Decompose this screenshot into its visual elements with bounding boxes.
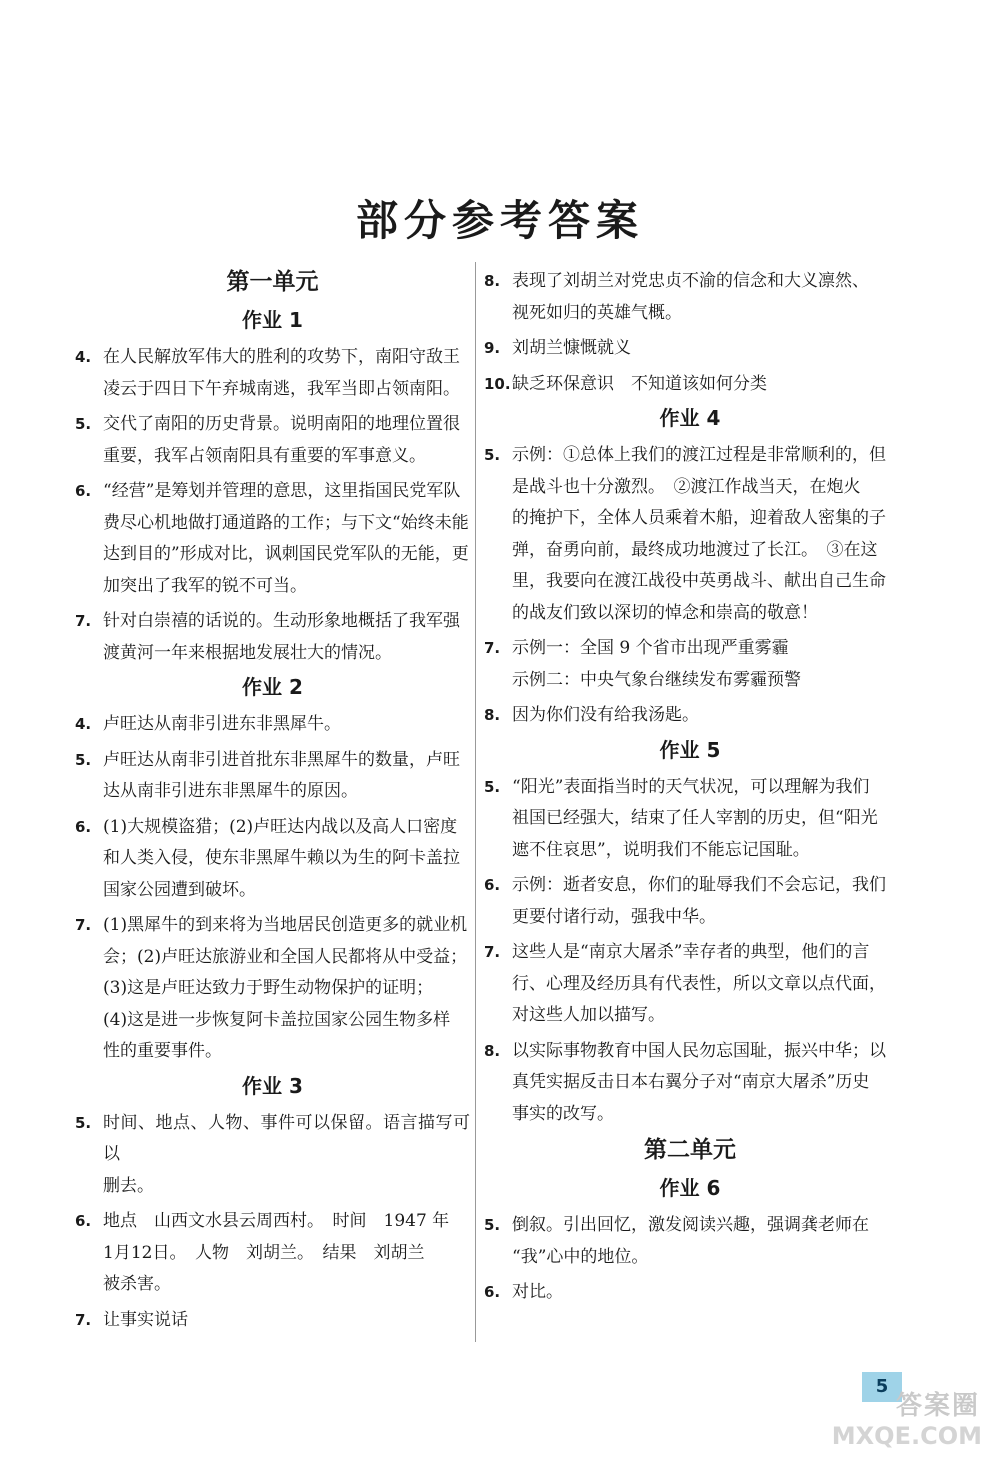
answer-number: 7.	[75, 612, 92, 630]
answer-line: 达从南非引进东非黑犀牛的原因。	[103, 781, 358, 801]
answer-line: 缺乏环保意识 不知道该如何分类	[512, 373, 767, 394]
answer-item	[484, 1036, 896, 1131]
column-divider	[475, 262, 476, 1342]
answer-number: 10.	[484, 374, 511, 393]
answer-line: 重要，我军占领南阳具有重要的军事意义。	[103, 445, 426, 466]
answer-item	[75, 812, 470, 907]
answer-line: 里，我要向在渡江战役中英勇战斗、献出自己生命	[512, 571, 886, 591]
answer-line: 凌云于四日下午弃城南逃，我军当即占领南阳。	[103, 378, 460, 399]
answer-item	[484, 1210, 896, 1273]
answer-line: 以实际事物教育中国人民勿忘国耻，振兴中华；以	[512, 1040, 886, 1061]
answer-line: 事实的改写。	[512, 1103, 614, 1124]
answer-line: 示例一：全国 9 个省市出现严重雾霾	[512, 638, 789, 658]
answer-line: 是战斗也十分激烈。 ②渡江作战当天，在炮火	[512, 476, 861, 497]
watermark-url: MXQE.COM	[831, 1422, 982, 1450]
answer-line: 行、心理及经历具有代表性，所以文章以点代面，	[512, 973, 886, 994]
answer-line: 删去。	[103, 1175, 154, 1196]
answer-line: 对比。	[512, 1282, 563, 1302]
answer-number: 5.	[75, 1113, 92, 1132]
answer-line: 示例：①总体上我们的渡江过程是非常顺利的，但	[512, 445, 886, 465]
answer-number: 8.	[484, 1041, 501, 1060]
answer-item	[75, 409, 470, 472]
answer-item	[484, 633, 896, 696]
answer-item	[484, 440, 896, 629]
homework-heading: 作业 3	[242, 1073, 303, 1098]
answer-number: 7.	[484, 639, 501, 657]
answer-item	[75, 709, 470, 741]
answer-line: 示例：逝者安息，你们的耻辱我们不会忘记，我们	[512, 875, 886, 895]
answer-line: 卢旺达从南非引进首批东非黑犀牛的数量，卢旺	[103, 749, 460, 770]
answer-line: 的战友们致以深切的悼念和崇高的敬意！	[512, 602, 818, 623]
homework-heading: 作业 1	[242, 308, 303, 332]
answer-item	[484, 369, 896, 401]
answer-line: 弹，奋勇向前，最终成功地渡过了长江。 ③在这	[512, 539, 878, 560]
answer-line: “阳光”表面指当时的天气状况，可以理解为我们	[512, 776, 870, 797]
unit-heading: 第二单元	[644, 1137, 736, 1163]
answer-item	[75, 476, 470, 602]
answer-line: 的掩护下，全体人员乘着木船，迎着敌人密集的子	[512, 508, 886, 528]
answer-item	[484, 266, 896, 329]
answer-line: 倒叙。引出回忆，激发阅读兴趣，强调龚老师在	[512, 1215, 869, 1235]
answer-item	[484, 700, 896, 732]
answer-line: 加突出了我军的锐不可当。	[103, 575, 307, 596]
answer-line: 让事实说话	[103, 1309, 188, 1330]
unit-heading: 第一单元	[226, 269, 319, 295]
answer-line: (3)这是卢旺达致力于野生动物保护的证明；	[103, 978, 434, 998]
answer-number: 5.	[484, 777, 501, 796]
answer-number: 8.	[484, 272, 501, 290]
answer-line: 因为你们没有给我汤匙。	[512, 705, 699, 725]
answer-line: 视死如归的英雄气概。	[512, 302, 682, 323]
answer-number: 6.	[75, 1212, 92, 1230]
answer-line: 渡黄河一年来根据地发展壮大的情况。	[103, 642, 392, 663]
answer-line: 达到目的”形成对比，讽刺国民党军队的无能，更	[103, 544, 469, 564]
answer-number: 5.	[75, 750, 92, 769]
answer-line: (1)大规模盗猎；(2)卢旺达内战以及高人口密度	[103, 816, 458, 837]
answer-item	[75, 1206, 470, 1301]
answer-line: 针对白崇禧的话说的。生动形象地概括了我军强	[103, 611, 460, 631]
answer-line: 被杀害。	[103, 1274, 171, 1294]
answer-item	[75, 1108, 470, 1203]
homework-heading: 作业 6	[659, 1176, 721, 1200]
answer-item	[484, 1277, 896, 1309]
left-column	[75, 262, 470, 1336]
answer-item	[75, 1305, 470, 1337]
answer-line: 更要付诸行动，强我中华。	[512, 906, 716, 927]
answer-item	[75, 606, 470, 669]
answer-number: 6.	[75, 817, 92, 836]
answer-line: 示例二：中央气象台继续发布雾霾预警	[512, 669, 801, 690]
answer-line: 地点 山西文水县云周西村。 时间 1947 年	[103, 1211, 450, 1231]
answer-number: 4.	[75, 715, 92, 733]
answer-number: 6.	[75, 482, 92, 500]
answer-item	[484, 772, 896, 867]
answer-line: 祖国已经强大，结束了任人宰割的历史，但“阳光	[512, 808, 878, 828]
answer-number: 9.	[484, 339, 501, 357]
page-title: 部分参考答案	[355, 196, 644, 245]
answer-line: (1)黑犀牛的到来将为当地居民创造更多的就业机	[103, 915, 468, 935]
answer-item	[75, 745, 470, 808]
answer-number: 7.	[75, 916, 92, 934]
answer-number: 5.	[484, 1216, 501, 1234]
answer-line: “我”心中的地位。	[512, 1246, 649, 1267]
answer-line: 这些人是“南京大屠杀”幸存者的典型，他们的言	[512, 942, 870, 962]
answer-number: 5.	[75, 415, 92, 433]
answer-item	[75, 910, 470, 1068]
answer-item	[484, 870, 896, 933]
answer-line: (4)这是进一步恢复阿卡盖拉国家公园生物多样	[103, 1009, 451, 1030]
answer-line: 卢旺达从南非引进东非黑犀牛。	[103, 714, 341, 734]
answer-line: 国家公园遭到破坏。	[103, 879, 256, 900]
answer-line: 在人民解放军伟大的胜利的攻势下，南阳守敌王	[103, 347, 460, 367]
answer-number: 6.	[484, 1283, 501, 1301]
answer-line: 真凭实据反击日本右翼分子对“南京大屠杀”历史	[512, 1072, 870, 1092]
answer-line: 性的重要事件。	[103, 1041, 222, 1061]
answer-number: 5.	[484, 446, 501, 464]
homework-heading: 作业 2	[242, 675, 303, 699]
answer-line: 和人类入侵，使东非黑犀牛赖以为生的阿卡盖拉	[103, 848, 460, 868]
answer-line: 表现了刘胡兰对党忠贞不渝的信念和大义凛然、	[512, 271, 869, 291]
answer-line: 遮不住哀思”，说明我们不能忘记国耻。	[512, 839, 810, 860]
answer-item	[484, 937, 896, 1032]
homework-heading: 作业 4	[659, 406, 721, 430]
watermark-logo: 答案圈	[895, 1391, 980, 1421]
answer-number: 6.	[484, 876, 501, 894]
answer-number: 7.	[484, 943, 501, 961]
answer-line: “经营”是筹划并管理的意思，这里指国民党军队	[103, 481, 461, 501]
answer-line: 会；(2)卢旺达旅游业和全国人民都将从中受益；	[103, 946, 468, 967]
answer-number: 4.	[75, 348, 92, 366]
answer-line: 刘胡兰慷慨就义	[512, 338, 631, 358]
answer-line: 对这些人加以描写。	[512, 1005, 665, 1025]
answer-item	[484, 333, 896, 365]
answer-line: 交代了南阳的历史背景。说明南阳的地理位置很	[103, 414, 460, 434]
right-column	[484, 262, 896, 1309]
homework-heading: 作业 5	[659, 737, 721, 762]
answer-number: 7.	[75, 1310, 92, 1329]
answer-item	[75, 342, 470, 405]
answer-line: 时间、地点、人物、事件可以保留。语言描写可以	[103, 1112, 470, 1164]
page-number: 5	[862, 1372, 902, 1402]
answer-line: 1月12日。 人物 刘胡兰。 结果 刘胡兰	[103, 1242, 425, 1263]
answer-number: 8.	[484, 706, 501, 724]
answer-line: 费尽心机地做打通道路的工作；与下文“始终未能	[103, 512, 469, 533]
